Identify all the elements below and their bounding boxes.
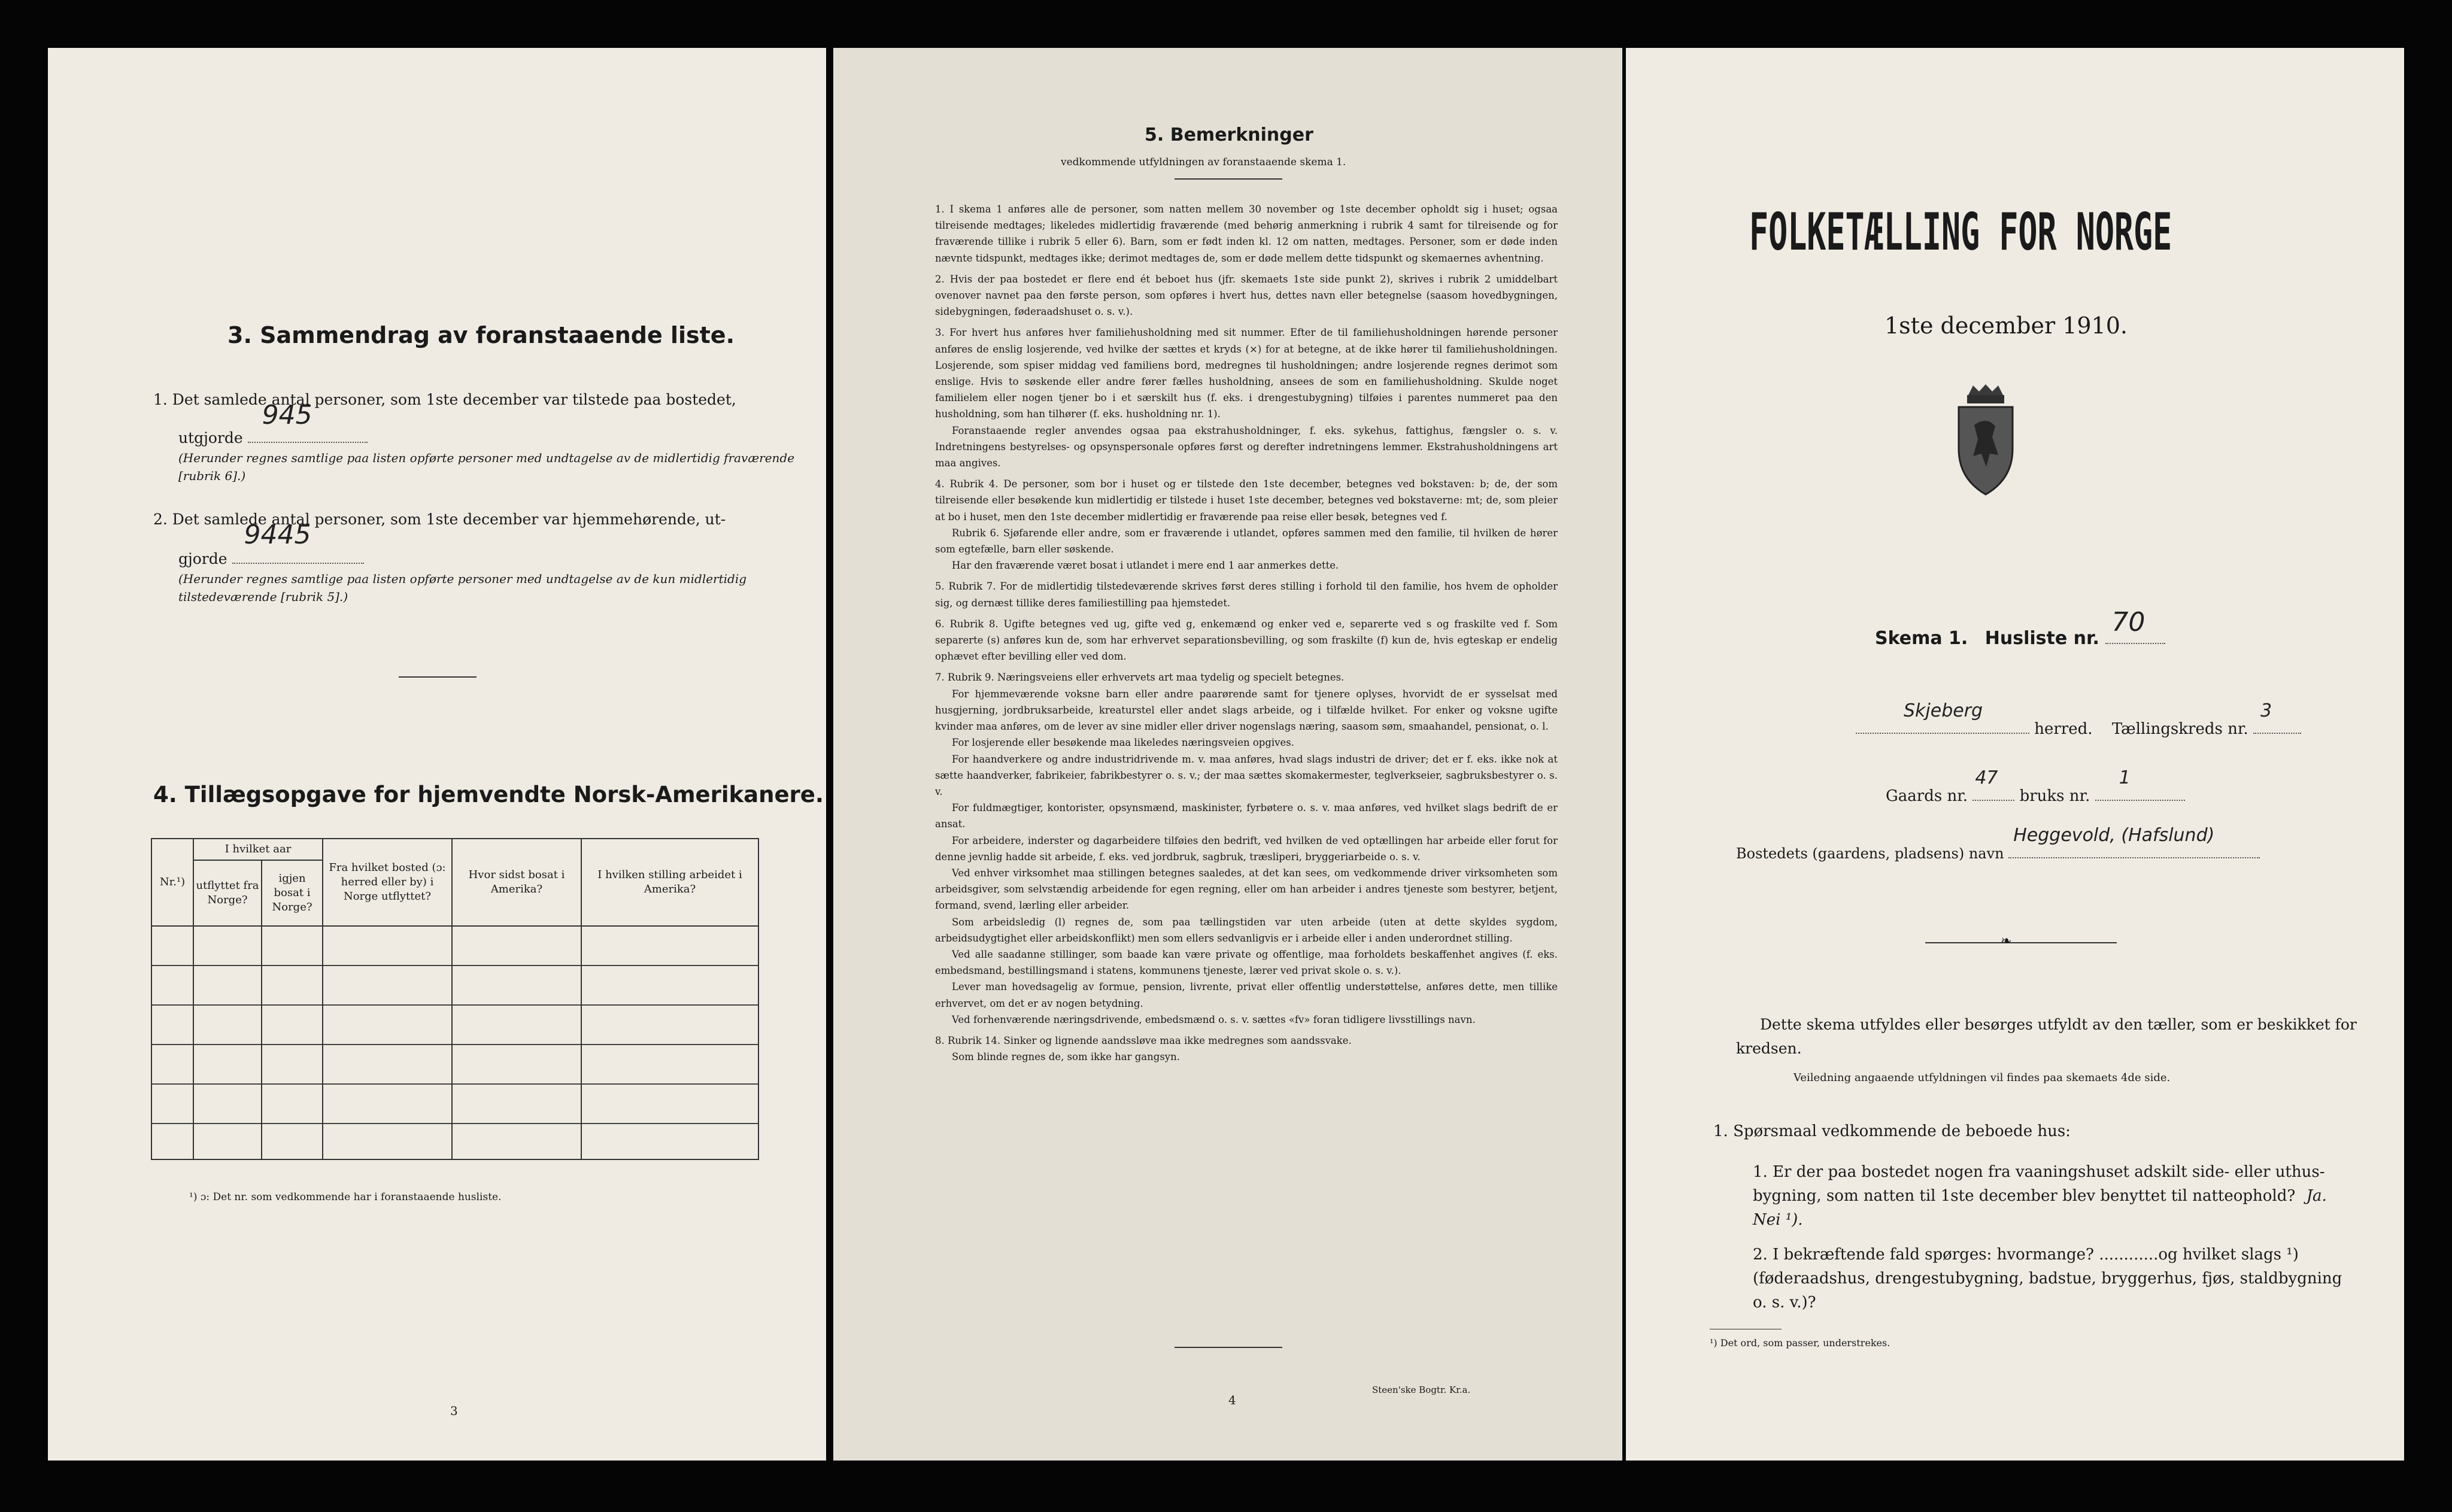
section3-item1: 1. Det samlede antal personer, som 1ste december var tilstede paa bostedet, [153,391,736,408]
herred-label: herred. [2034,720,2093,738]
section3-title: 3. Sammendrag av foranstaaende liste. [227,322,735,348]
gaards-line [1886,767,2185,808]
bosted-value: Heggevold, (Hafslund) [2013,825,2215,846]
question-1: 1. Er der paa bostedet nogen fra vaaningshuset adskilt side- eller uthus-bygning, som natten til 1ste december blev benyttet til natteophold? Ja. Nei ¹). [1753,1163,2327,1229]
remark-7i: Ved alle saadanne stillinger, som baade kan være private og offentlige, maa forholdets beskaffenhet angives (f. eks. embedsmand, bestillingsmand i statens, kommunens tjeneste, lærer ved privat skole o. s. v.). [935,948,1558,977]
remark-7e: For fuldmægtiger, kontorister, opsynsmænd, maskinister, fyrbøtere o. s. v. maa anføres, ved hvilket slags bedrift de er ansat. [935,802,1558,830]
remark-2: 2. Hvis der paa bostedet er flere end ét beboet hus (jfr. skemaets 1ste side punkt 2), skrives i rubrik 2 umiddelbart ovenover navnet paa den første person, som opføres i hvert hus, dettes navn eller betegnelse (saasom hovedbygningen, sidebygningen, føderaadshuset o. s. v.). [935,273,1558,318]
remark-7h: Som arbeidsledig (l) regnes de, som paa tællingstiden var uten arbeide (uten at dette skyldes sygdom, arbeidsudygtighet eller arbeidskonflikt) men som ellers sedvanligvis er i arbeide eller i anden underordnet stilling. [935,916,1558,944]
remark-7b: For hjemmeværende voksne barn eller andre paarørende samt for tjenere oplyses, hvorvidt de er sysselsat med husgjerning, jordbruksarbeide, kreaturstel eller andet slags arbeide, og i tilfælde hvilket. For enker og voksne ugifte kvinder maa anføres, om de lever av sine midler eller driver nogenslags næring, saasom søm, smaahandel, pensionat, o. l. [935,688,1558,733]
remarks-body [935,201,1558,1065]
item2-prefix: gjorde [178,550,227,567]
remark-7c: For losjerende eller besøkende maa likeledes næringsveien opgives. [952,737,1294,749]
col-amerika: Hvor sidst bosat i Amerika? [452,839,581,926]
question-2: 2. I bekræftende fald spørges: hvormange? ............og hvilket slags ¹) (føderaadshus, drengestubygning, badstue, bryggerhus, fjøs, staldbygning o. s. v.)? [1753,1246,2342,1311]
herred-line [1856,700,2301,741]
divider [399,676,477,678]
section3-item1-note: (Herunder regnes samtlige paa listen opførte personer med undtagelse av de midlertidig fraværende [rubrik 6].) [178,451,795,483]
remark-7g: Ved enhver virksomhet maa stillingen betegnes saaledes, at det kan sees, om vedkommende driver virksomheten som arbeidsgiver, som selvstændig arbeidende for egen regning, eller om han arbeider i andres tjeneste som bestyrer, betjent, formand, svend, lærling eller arbeider. [935,867,1558,912]
remarks-subtitle: vedkommende utfyldningen av foranstaaende skema 1. [1061,156,1346,168]
section3-item2-note: (Herunder regnes samtlige paa listen opførte personer med undtagelse av de kun midlertidig tilstedeværende [rubrik 5].) [178,572,747,604]
remark-8b: Som blinde regnes de, som ikke har gangsyn. [952,1051,1180,1063]
remark-3b: Foranstaaende regler anvendes ogsaa paa ekstrahusholdninger, f. eks. sykehus, fattighus, fængsler o. s. v. Indretningens bestyrelses- og opsynspersonale opføres først og derefter indretningens lemmer. Ekstrahusholdningens art maa angives. [935,424,1558,469]
document-title: FOLKETÆLLING FOR NORGE [1749,202,2172,262]
section4-title: 4. Tillægsopgave for hjemvendte Norsk-Amerikanere. [153,782,824,807]
section3-item2-line [178,520,364,571]
col-bosted: Fra hvilket bosted (ɔ: herred eller by) i Norge utflyttet? [323,839,452,926]
section3-item2: 2. Det samlede antal personer, som 1ste december var hjemmehørende, ut- [153,511,726,528]
col-nr: Nr.¹) [151,839,193,926]
table-body-row [151,926,758,1159]
page-number-3: 3 [450,1404,458,1418]
gaards-value: 47 [1975,767,1998,788]
section3-item1-line [178,400,368,450]
right-footnote: ¹) Det ord, som passer, understrekes. [1710,1337,1890,1349]
page-right [1626,48,2404,1461]
veiledning-text: Veiledning angaaende utfyldningen vil findes paa skemaets 4de side. [1794,1071,2171,1084]
remark-8: 8. Rubrik 14. Sinker og lignende aandssløve maa ikke medregnes som aandssvake. [935,1034,1352,1046]
bosted-line [1736,825,2260,866]
bosted-label: Bostedets (gaardens, pladsens) navn [1736,845,2004,862]
item1-value: 945 [262,400,312,430]
page-number-4: 4 [1228,1393,1236,1407]
remark-5: 5. Rubrik 7. For de midlertidig tilstedeværende skrives først deres stilling i forhold til den familie, hos hvem de opholder sig, og dernæst tillike deres familiestilling paa hjemstedet. [935,581,1558,609]
skema-line [1875,607,2165,649]
coat-of-arms-icon [1950,383,2021,497]
section4-footnote: ¹) ɔ: Det nr. som vedkommende har i foranstaaende husliste. [189,1191,502,1203]
husliste-value: 70 [2111,607,2146,637]
remark-7: 7. Rubrik 9. Næringsveiens eller erhvervets art maa tydelig og specielt betegnes. [935,672,1345,684]
intro-text: Dette skema utfyldes eller besørges utfyldt av den tæller, som er beskikket for kredsen. [1736,1016,2357,1057]
document-date: 1ste december 1910. [1884,312,2128,339]
remark-7d: For haandverkere og andre industridrivende m. v. maa anføres, hvad slags industri de driver; det er f. eks. ikke nok at sætte haandverker, fabrikeier, fabrikbestyrer o. s. v.; der maa sættes skomakermester, teglverkseier, sagbruksbestyrer o. s. v. [935,753,1558,797]
page-left [48,48,826,1461]
item1-prefix: utgjorde [178,429,243,447]
kreds-value: 3 [2260,700,2272,721]
remark-4b: Rubrik 6. Sjøfarende eller andre, som er fraværende i utlandet, opføres sammen med den familie, til hvilken de hører som egtefælle, barn eller søskende. [935,527,1558,555]
remark-6: 6. Rubrik 8. Ugifte betegnes ved ug, gifte ved g, enkemænd og enker ved e, separerte ved s og fraskilte ved f. Som separerte (s) anføres kun de, som har erhvervet separationsbevilling, og som fraskilte (f) kun de, hvis egteskap er endelig ophævet efter bevilling eller ved dom. [935,618,1558,663]
col-igjen: igjen bosat i Norge? [262,860,323,926]
ornament-icon: ❧ [2001,934,2012,949]
husliste-label: Husliste nr. [1984,628,2099,649]
kreds-label: Tællingskreds nr. [2111,720,2248,738]
col-group-aar: I hvilket aar [193,839,323,860]
gaards-label: Gaards nr. [1886,787,1968,805]
skema-label: Skema 1. [1875,628,1968,649]
remark-7k: Ved forhenværende næringsdrivende, embedsmænd o. s. v. sættes «fv» foran tidligere livsstillings navn. [952,1013,1476,1025]
questions-heading: 1. Spørsmaal vedkommende de beboede hus: [1713,1122,2071,1140]
question-1-answer: Ja. Nei ¹). [1753,1187,2327,1229]
remarks-title: 5. Bemerkninger [1145,125,1313,145]
bruks-value: 1 [2119,767,2131,788]
remark-1: 1. I skema 1 anføres alle de personer, som natten mellem 30 november og 1ste december opholdt sig i huset; ogsaa tilreisende medtages; likeledes midlertidig fraværende (med behørig anmerkning i rubrik 4 samt for tilreisende og for fraværende tillike i rubrik 5 eller 6). Barn, som er født inden kl. 12 om natten, medtages. Personer, som er døde inden nævnte tidspunkt, medtages ikke; derimot medtages de, som er døde mellem dette tidspunkt og skemaernes avhentning. [935,204,1558,264]
printer-mark: Steen'ske Bogtr. Kr.a. [1372,1385,1471,1395]
col-stilling: I hvilken stilling arbeidet i Amerika? [581,839,758,926]
norsk-amerikanere-table [151,838,759,1160]
page-middle [833,48,1622,1461]
herred-value: Skjeberg [1904,700,1983,721]
col-utflyttet: utflyttet fra Norge? [193,860,262,926]
remark-3: 3. For hvert hus anføres hver familiehusholdning med sit nummer. Efter de til familiehusholdningen hørende personer anføres de enslig losjerende, ved hvilke der sættes et kryds (×) for at betegne, at de ikke hører til familiehusholdningen. Losjerende, som spiser middag ved familiens bord, medregnes til husholdningen; andre losjerende regnes derimot som enslige. Hvis to søskende eller andre fører fælles husholdning, ansees de som en familiehusholdning. Skulde noget familielem eller nogen tjener bo i et særskilt hus (f. eks. i drengestubygning) tilføies i parentes nummeret paa den husholdning, som han tilhører (f. eks. husholdning nr. 1). [935,327,1558,420]
remark-7j: Lever man hovedsagelig av formue, pension, livrente, privat eller offentlig understøttelse, anføres dette, men tillike erhvervet, om det er av nogen betydning. [935,981,1558,1009]
remark-4c: Har den fraværende været bosat i utlandet i mere end 1 aar anmerkes dette. [952,560,1339,572]
remark-4: 4. Rubrik 4. De personer, som bor i huset og er tilstede den 1ste december, betegnes ved bokstaven: b; de, der som tilreisende eller besøkende kun midlertidig er tilstede i huset 1ste december, betegnes ved bokstaverne: mt; de, som pleier at bo i huset, men den 1ste december midlertidig er fraværende paa reise eller besøk, betegnes ved f. [935,478,1558,523]
item2-value: 9445 [244,520,311,550]
bruks-label: bruks nr. [2019,787,2090,805]
remark-7f: For arbeidere, inderster og dagarbeidere tilføies den bedrift, ved hvilken de ved optællingen har arbeide eller forut for denne jevnlig hadde sit arbeide, f. eks. ved jordbruk, sagbruk, træsliperi, bryggeriarbeide o. s. v. [935,834,1558,863]
